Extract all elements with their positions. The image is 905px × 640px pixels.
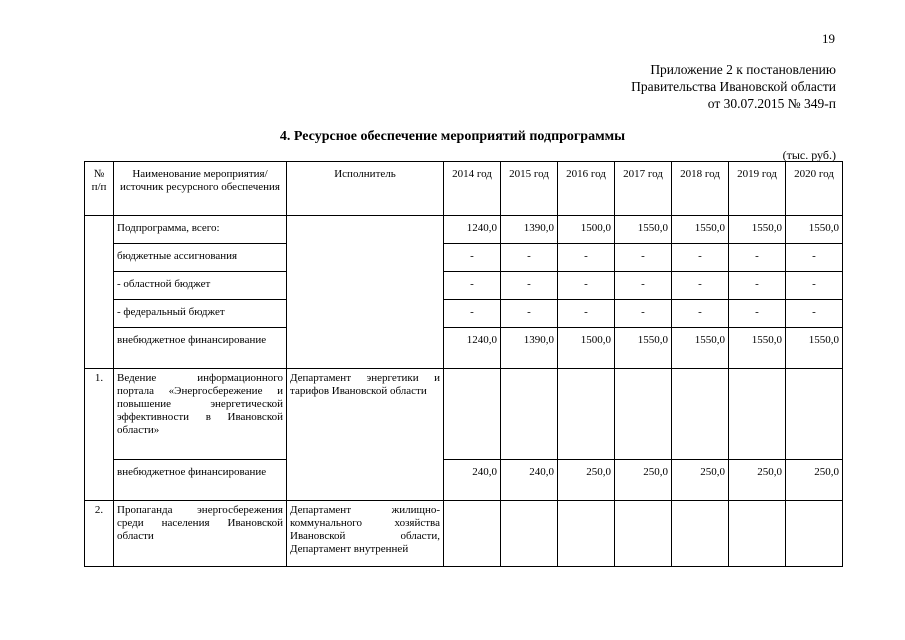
value-cell: 1500,0 [558, 216, 615, 244]
header-row [85, 162, 843, 216]
value-cell: - [786, 244, 843, 272]
value-cell [444, 501, 501, 567]
value-cell: - [672, 272, 729, 300]
value-cell: - [501, 300, 558, 328]
value-cell: - [615, 300, 672, 328]
value-cell: - [444, 244, 501, 272]
executor-cell [287, 216, 444, 369]
value-cell: 1550,0 [786, 216, 843, 244]
value-cell: - [615, 244, 672, 272]
value-cell: 250,0 [672, 460, 729, 501]
table-row [85, 369, 843, 460]
header-name: Наименование мероприятия/источник ресурсного обеспечения [114, 162, 287, 216]
event-name: Пропаганда энергосбережения среди населения Ивановской области [114, 501, 287, 567]
event-executor: Департамент жилищно-коммунального хозяйства Ивановской области, Департамент внутренней [287, 501, 444, 567]
value-cell: - [615, 272, 672, 300]
value-cell: 1240,0 [444, 216, 501, 244]
row-label: Подпрограмма, всего: [114, 216, 287, 244]
header-year: 2020 год [786, 162, 843, 216]
resources-table [84, 161, 843, 567]
value-cell [786, 501, 843, 567]
value-cell: 240,0 [444, 460, 501, 501]
value-cell [672, 369, 729, 460]
value-cell [615, 369, 672, 460]
row-label: - федеральный бюджет [114, 300, 287, 328]
value-cell: 240,0 [501, 460, 558, 501]
value-cell: - [672, 244, 729, 272]
value-cell: - [729, 244, 786, 272]
event-number: 1. [85, 369, 114, 501]
event-number: 2. [85, 501, 114, 567]
value-cell: 1550,0 [672, 328, 729, 369]
appendix-line-1: Приложение 2 к постановлению [650, 62, 836, 77]
value-cell: 250,0 [615, 460, 672, 501]
value-cell [786, 369, 843, 460]
value-cell: 1390,0 [501, 328, 558, 369]
header-year: 2016 год [558, 162, 615, 216]
value-cell: 1550,0 [729, 328, 786, 369]
value-cell: 250,0 [786, 460, 843, 501]
num-cell [85, 216, 114, 369]
value-cell: 1550,0 [672, 216, 729, 244]
table-row [85, 501, 843, 567]
event-executor: Департамент энергетики и тарифов Ивановской области [287, 369, 444, 501]
header-year: 2018 год [672, 162, 729, 216]
value-cell [672, 501, 729, 567]
value-cell: - [786, 300, 843, 328]
value-cell: 1550,0 [615, 328, 672, 369]
table-row [85, 244, 843, 272]
value-cell: - [786, 272, 843, 300]
row-label: бюджетные ассигнования [114, 244, 287, 272]
value-cell [558, 501, 615, 567]
table-row [85, 216, 843, 244]
value-cell: - [501, 244, 558, 272]
header-year: 2019 год [729, 162, 786, 216]
value-cell [501, 501, 558, 567]
header-year: 2015 год [501, 162, 558, 216]
value-cell: 1550,0 [729, 216, 786, 244]
value-cell: - [444, 272, 501, 300]
value-cell [729, 501, 786, 567]
value-cell: 1500,0 [558, 328, 615, 369]
value-cell: - [444, 300, 501, 328]
appendix-line-3: от 30.07.2015 № 349-п [707, 96, 836, 111]
value-cell: - [501, 272, 558, 300]
table-row [85, 272, 843, 300]
page-number: 19 [822, 31, 835, 46]
value-cell: 250,0 [729, 460, 786, 501]
value-cell: 1240,0 [444, 328, 501, 369]
value-cell: 250,0 [558, 460, 615, 501]
value-cell: - [558, 272, 615, 300]
row-label: внебюджетное финансирование [114, 460, 287, 501]
appendix-line-2: Правительства Ивановской области [631, 79, 836, 94]
table-row [85, 460, 843, 501]
header-executor: Исполнитель [287, 162, 444, 216]
value-cell: - [729, 272, 786, 300]
units-label: (тыс. руб.) [782, 148, 836, 162]
row-label: - областной бюджет [114, 272, 287, 300]
value-cell [615, 501, 672, 567]
value-cell: - [558, 300, 615, 328]
value-cell [558, 369, 615, 460]
header-num: № п/п [85, 162, 114, 216]
value-cell: 1550,0 [615, 216, 672, 244]
value-cell [444, 369, 501, 460]
section-title: 4. Ресурсное обеспечение мероприятий подпрограммы [279, 129, 626, 144]
table-row [85, 328, 843, 369]
value-cell: - [672, 300, 729, 328]
header-year: 2017 год [615, 162, 672, 216]
value-cell: - [729, 300, 786, 328]
value-cell: - [558, 244, 615, 272]
value-cell: 1390,0 [501, 216, 558, 244]
value-cell [501, 369, 558, 460]
header-year: 2014 год [444, 162, 501, 216]
row-label: внебюджетное финансирование [114, 328, 287, 369]
event-name: Ведение информационного портала «Энергосбережение и повышение энергетической эффективности в Ивановской области» [114, 369, 287, 460]
value-cell: 1550,0 [786, 328, 843, 369]
appendix-header [631, 61, 836, 112]
table-row [85, 300, 843, 328]
value-cell [729, 369, 786, 460]
